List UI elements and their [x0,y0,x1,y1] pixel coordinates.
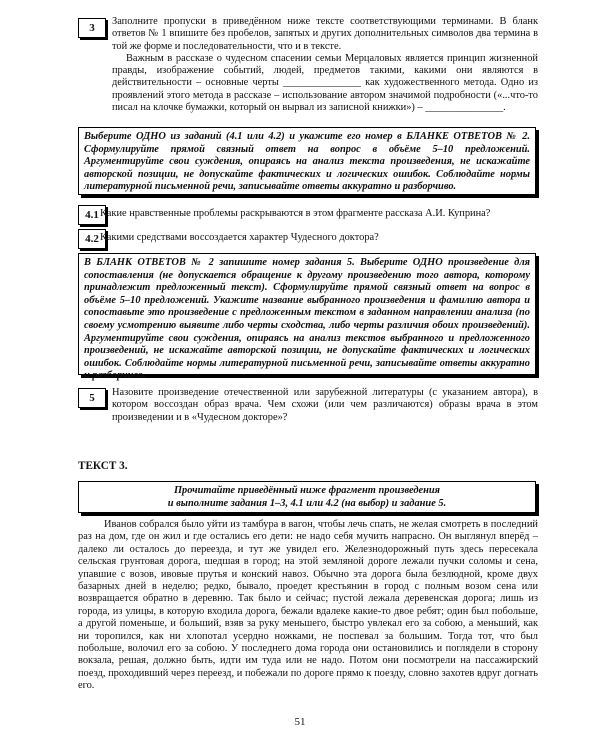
text-3-heading: ТЕКСТ 3. [78,460,128,472]
task-number-badge: 4.2 [78,229,106,249]
task-3-body: Важным в рассказе о чудесном спасении семьи Мерцаловых является принцип жизненной правды, изображение событий, людей, предметов такими, какими они являются в действительности – основные черты _______________ как художественного метода. Одно из проявлений этого метода в рассказе – использование автором значимой подробности («...что-то писал на клочке бумажки, который он вырвал из записной книжки») – _______________. [112,52,538,114]
passage-paragraph: Иванов собрался было уйти из тамбура в вагон, чтобы лечь спать, не желая смотреть в последний раз на дом, где он жил и где остались его дети: не надо себя мучить напрасно. Он выглянул вперёд – далеко ли осталось до переезда, и тут же увидел его. Железнодорожный путь здесь пересекала сельская грунтовая дорога, шедшая в город; на этой земляной дороге лежали пучки соломы и сена, упавшие с возов, ивовые прутья и конский навоз. Обычно эта дорога была безлюдной, кроме двух базарных дней в неделю; редко, бывало, проедет крестьянин в город с полным возом сена или возвращается обратно в деревню. Так было и сейчас; пустой лежала деревенская дорога; лишь из города, из улицы, в которую входила дорога, бежали вдалеке какие-то двое ребят; один был побольше, а другой поменьше, и больший, взяв за руку меньшего, быстро увлекал его за собою, а меньший, как ни торопился, как ни хлопотал усердно ножками, не поспевал за большим. Тогда тот, что был побольше, волочил его за собою. У последнего дома города они остановились и поглядели в сторону вокзала, решая, должно быть, идти им туда или не надо. Потом они посмотрели на пассажирский поезд, проходивший через переезд, и побежали по дороге прямо к поезду, словно захотев вдруг догнать его. [78,519,538,692]
task-4-1-question: Какие нравственные проблемы раскрываются в этом фрагменте рассказа А.И. Куприна? [100,208,491,219]
task-3-intro: Заполните пропуски в приведённом ниже тексте соответствующими терминами. В бланк ответов № 1 впишите без пробелов, запятых и других дополнительных символов два термина в той же форме и последовательности, что и в тексте. [112,16,538,52]
task-5 [112,387,538,424]
instruction-line-1: Прочитайте приведённый ниже фрагмент произведения [173,485,441,496]
comparison-instructions-box: В БЛАНК ОТВЕТОВ № 2 запишите номер задания 5. Выберите ОДНО произведение для сопоставления (не допускается обращение к другому произведению того автора, которому принадлежит предложенный текст). Сформулируйте прямой связный ответ на вопрос в объёме 5–10 предложений. Укажите название выбранного произведения и фамилию автора и сопоставьте это произведение с предложенным текстом в заданном направлении анализа (по своему усмотрению выявите либо черты сходства, либо черты различия обоих произведений). Аргументируйте свои суждения, опираясь на анализ текстов выбранного и предложенного произведений, не искажайте авторской позиции, не допускайте фактических и логических ошибок. Соблюдайте нормы литературной письменной речи, записывайте ответы аккуратно и разборчиво. [78,253,536,375]
reading-instruction-box [78,481,536,513]
choice-instructions-box: Выберите ОДНО из заданий (4.1 или 4.2) и укажите его номер в БЛАНКЕ ОТВЕТОВ № 2. Сформулируйте прямой связный ответ на вопрос в объёме 5–10 предложений. Аргументируйте свои суждения, опираясь на анализ текста произведения, не искажайте авторской позиции, не допускайте фактических и логических ошибок. Соблюдайте нормы литературной письменной речи, записывайте ответы аккуратно и разборчиво. [78,127,536,195]
literary-passage [78,519,538,693]
task-3 [112,16,538,114]
task-number-badge: 4.1 [78,205,106,225]
instruction-line-2: и выполните задания 1–3, 4.1 или 4.2 (на выбор) и задание 5. [167,498,447,509]
task-number-badge: 5 [78,388,106,408]
page-number: 51 [294,716,306,728]
task-5-question: Назовите произведение отечественной или зарубежной литературы (с указанием автора), в котором воссоздан образ врача. Чем схожи (или чем различаются) образы врача в этом произведении и в «Чудесном докторе»? [112,387,538,423]
task-4-2-question: Какими средствами воссоздается характер Чудесного доктора? [100,232,379,243]
task-number-badge: 3 [78,18,106,38]
